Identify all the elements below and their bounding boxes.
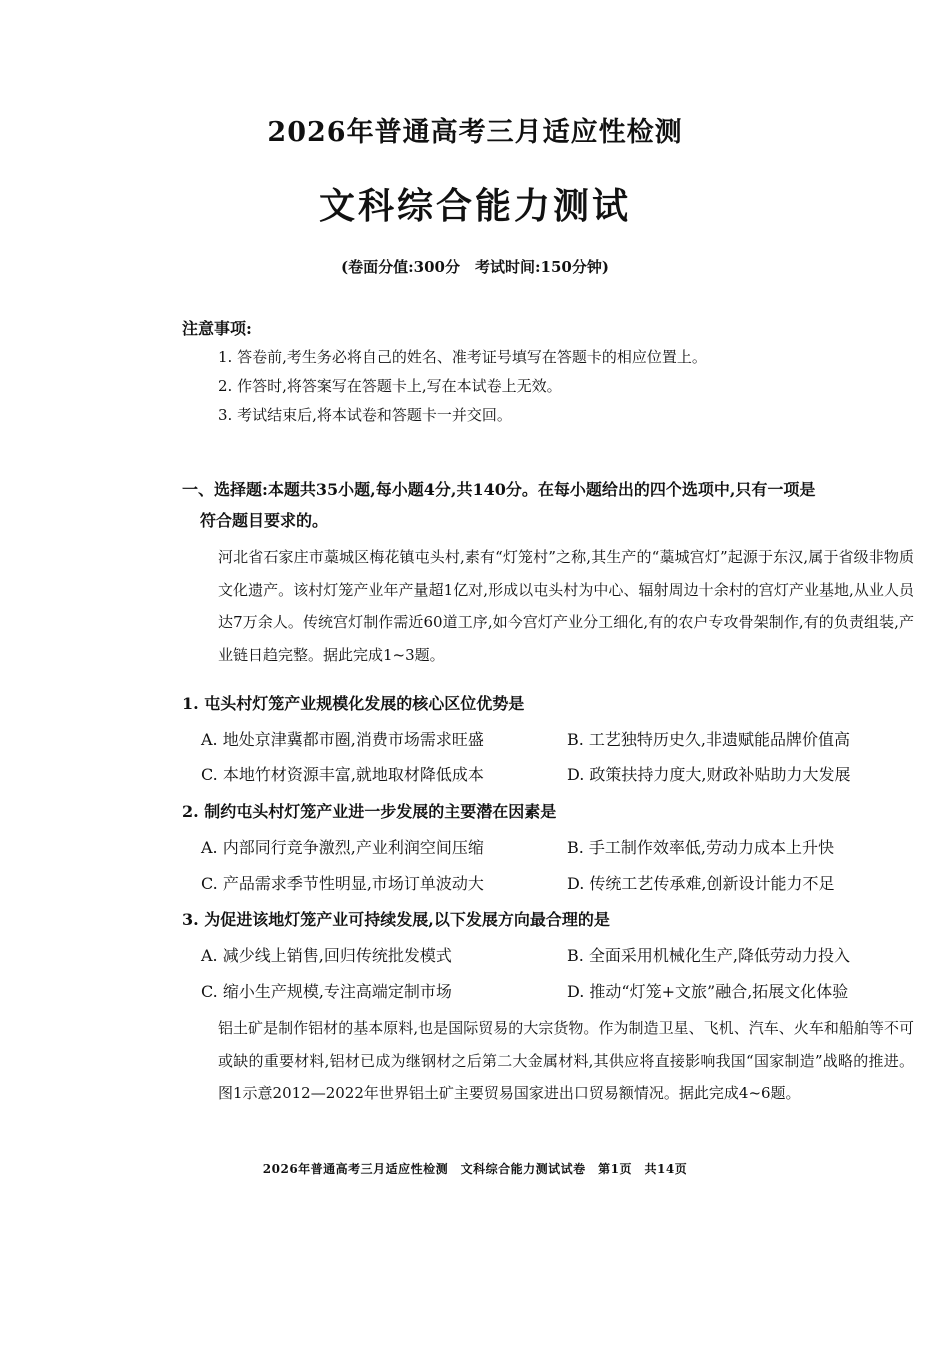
section-heading-line1: 一、选择题:本题共35小题,每小题4分,共140分。在每小题给出的四个选项中,只有一项是 xyxy=(182,480,816,499)
option-a[interactable]: A. 内部同行竞争激烈,产业利润空间压缩 xyxy=(201,838,484,857)
option-b[interactable]: B. 手工制作效率低,劳动力成本上升快 xyxy=(567,838,835,857)
option-d[interactable]: D. 政策扶持力度大,财政补贴助力大发展 xyxy=(567,765,851,784)
notice-heading: 注意事项: xyxy=(182,319,252,338)
exam-title: 2026年普通高考三月适应性检测 xyxy=(267,117,683,148)
option-a[interactable]: A. 减少线上销售,回归传统批发模式 xyxy=(201,946,452,965)
passage-1: 河北省石家庄市藁城区梅花镇屯头村,素有“灯笼村”之称,其生产的“藁城宫灯”起源于东汉,属于省级非物质文化遗产。该村灯笼产业年产量超1亿对,形成以屯头村为中心、辐射周边十余村的宫灯产业基地,从业人员达7万余人。传统宫灯制作需近60道工序,如今宫灯产业分工细化,有的农户专攻骨架制作,有的负责组装,产业链日趋完整。据此完成1~3题。 xyxy=(218,548,914,664)
notice-item: 1. 答卷前,考生务必将自己的姓名、准考证号填写在答题卡的相应位置上。 xyxy=(218,348,707,366)
option-c[interactable]: C. 产品需求季节性明显,市场订单波动大 xyxy=(201,874,484,893)
section-heading xyxy=(182,474,882,536)
notice-item: 3. 考试结束后,将本试卷和答题卡一并交回。 xyxy=(218,406,512,424)
option-c[interactable]: C. 缩小生产规模,专注高端定制市场 xyxy=(201,982,452,1001)
exam-subtitle: 文科综合能力测试 xyxy=(318,185,631,227)
notice-item: 2. 作答时,将答案写在答题卡上,写在本试卷上无效。 xyxy=(218,377,562,395)
question-stem: 1. 屯头村灯笼产业规模化发展的核心区位优势是 xyxy=(182,694,525,713)
question-stem: 2. 制约屯头村灯笼产业进一步发展的主要潜在因素是 xyxy=(182,802,557,821)
section-heading-line2: 符合题目要求的。 xyxy=(200,511,329,530)
notice-list xyxy=(218,343,707,430)
option-b[interactable]: B. 工艺独特历史久,非遗赋能品牌价值高 xyxy=(567,730,851,749)
question-stem: 3. 为促进该地灯笼产业可持续发展,以下发展方向最合理的是 xyxy=(182,910,610,929)
option-c[interactable]: C. 本地竹材资源丰富,就地取材降低成本 xyxy=(201,765,484,784)
exam-meta: (卷面分值:300分 考试时间:150分钟) xyxy=(341,258,609,276)
option-d[interactable]: D. 传统工艺传承难,创新设计能力不足 xyxy=(567,874,835,893)
option-a[interactable]: A. 地处京津冀都市圈,消费市场需求旺盛 xyxy=(201,730,484,749)
option-b[interactable]: B. 全面采用机械化生产,降低劳动力投入 xyxy=(567,946,851,965)
option-d[interactable]: D. 推动“灯笼+文旅”融合,拓展文化体验 xyxy=(567,982,849,1001)
passage-2: 铝土矿是制作铝材的基本原料,也是国际贸易的大宗货物。作为制造卫星、飞机、汽车、火车和船舶等不可或缺的重要材料,铝材已成为继钢材之后第二大金属材料,其供应将直接影响我国“国家制造”战略的推进。图1示意2012—2022年世界铝土矿主要贸易国家进出口贸易额情况。据此完成4~6题。 xyxy=(218,1019,914,1102)
page-footer: 2026年普通高考三月适应性检测 文科综合能力测试试卷 第1页 共14页 xyxy=(262,1162,688,1176)
